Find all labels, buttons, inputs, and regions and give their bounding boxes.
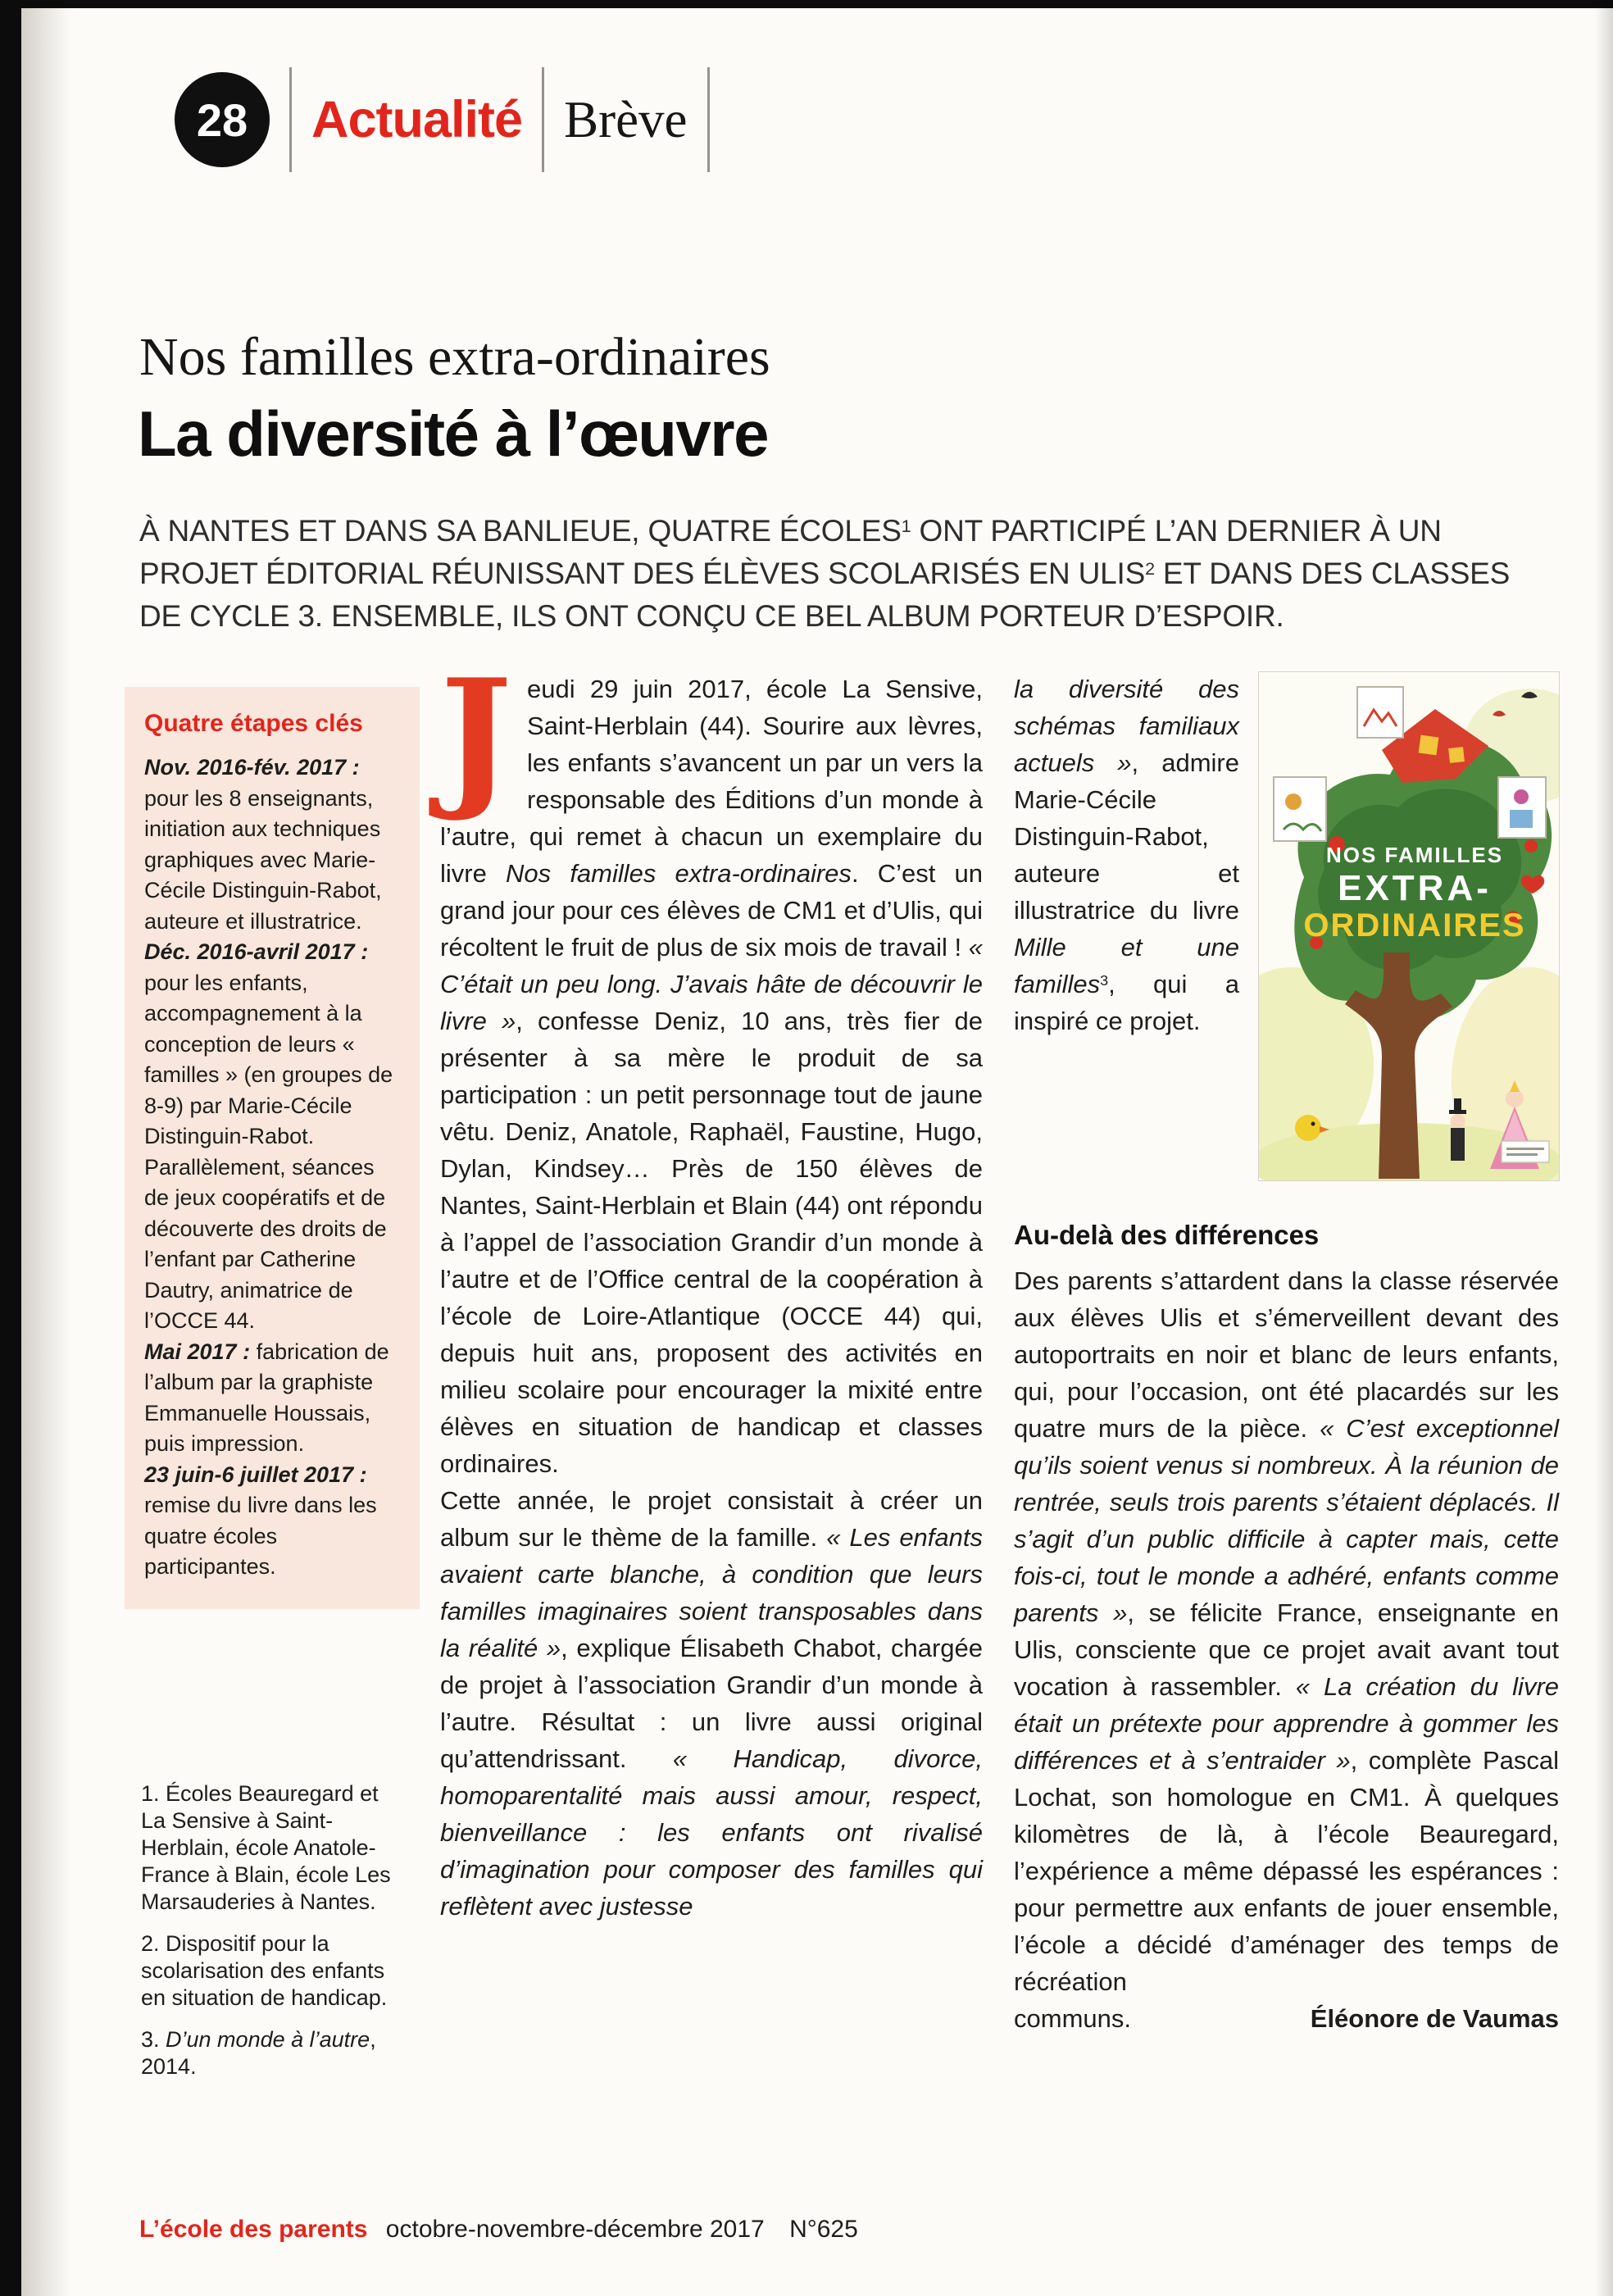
masthead: [175, 67, 710, 172]
subhead: Au-delà des différences: [1014, 1220, 1320, 1250]
article-paragraph-4: Des parents s’attardent dans la classe réservée aux élèves Ulis et s’émerveillent devant des autoportraits en noir et blanc de leurs enfants, qui, pour l’occasion, ont été placardés sur les quatre murs de la pièce. « C’est exceptionnel qu’ils soient venus si nombreux. À la réunion de rentrée, seuls trois parents s’étaient déplacés. Il s’agit d’un public difficile à capter mais, cette fois-ci, tout le monde a adhéré, enfants comme parents », se félicite France, enseignante en Ulis, consciente que ce projet avait avant tout vocation à rassembler. « La création du livre était un prétexte pour apprendre à gommer les différences et à s’entraider », complète Pascal Lochat, son homologue en CM1. À quelques kilomètres de là, à l’école Beauregard, l’expérience a même dépassé les espérances : pour permettre aux enfants de jouer ensemble, l’école a décidé d’aménager des temps de récréation: [1014, 1266, 1560, 1996]
page-number-badge: [175, 72, 270, 167]
book-cover-illustration: [1259, 672, 1559, 1180]
cover-frame-left: [1274, 777, 1326, 841]
article-paragraph-3: la diversité des schémas familiaux actuels », admire Marie-Cécile Distinguin-Rabot, auteure et illustratrice du livre Mille et une familles$^3$, qui a inspiré ce projet.: [1014, 675, 1239, 1035]
subsection-label: Brève: [564, 90, 688, 148]
page-title: La diversité à l’œuvre: [138, 398, 768, 470]
cover-frame-right: [1498, 777, 1546, 838]
footnote-2: 2. Dispositif pour la scolarisation des enfants en situation de handicap.: [141, 1931, 388, 2010]
apple-icon: [1524, 839, 1538, 852]
issue-number: N°625: [789, 2216, 858, 2243]
scan-shadow-right: [1595, 0, 1613, 2296]
sidebar-title: Quatre étapes clés: [144, 710, 363, 737]
page-footer: [139, 2216, 858, 2244]
drop-cap: J: [440, 645, 513, 825]
issue-date: octobre-novembre-décembre 2017: [385, 2216, 765, 2243]
book-cover: [1259, 672, 1559, 1180]
article-last-line: [1014, 2000, 1559, 2037]
article-column-right: [1014, 671, 1559, 2037]
article-paragraph-1-text: eudi 29 juin 2017, école La Sensive, Saint-Herblain (44). Sourire aux lèvres, les enfants s’avancent un par un vers la responsable des Éditions d’un monde à l’autre, qui remet à chacun un exemplaire du livre Nos familles extra-ordinaires. C’est un grand jour pour ces élèves de CM1 et d’Ulis, qui récoltent le fruit de plus de six mois de travail ! « C’était un peu long. J’avais hâte de découvrir le livre », confesse Deniz, 10 ans, très fier de présenter à sa mère le produit de sa participation : un petit personnage tout de jaune vêtu. Deniz, Anatole, Raphaël, Faustine, Hugo, Dylan, Kindsey… Près de 150 élèves de Nantes, Saint-Herblain et Blain (44) ont répondu à l’appel de l’association Grandir d’un monde à l’autre et de l’Office central de la coopération à l’école de Loire-Atlantique (OCCE 44) qui, depuis huit ans, proposent des activités en milieu scolaire pour encourager la mixité entre élèves en situation de handicap et classes ordinaires.: [440, 675, 983, 1478]
divider: [707, 67, 710, 172]
kicker: Nos familles extra-ordinaires: [139, 327, 770, 387]
cover-frame-top: [1357, 687, 1403, 738]
article-paragraph-2: Cette année, le projet consistait à créer un album sur le thème de la famille. « Les enfants avaient carte blanche, à condition que leurs familles imaginaires soient transposables dans la réalité », explique Élisabeth Chabot, chargée de projet à l’association Grandir d’un monde à l’autre. Résultat : un livre aussi original qu’attendrissant. « Handicap, divorce, homoparentalité mais aussi amour, respect, bienveillance : les enfants ont rivalisé d’imagination pour composer des familles qui reflètent avec justesse: [440, 1486, 984, 1921]
cover-title-line1: NOS FAMILLES: [1325, 843, 1504, 867]
cover-title-line3: ORDINAIRES: [1303, 907, 1526, 943]
scan-edge-top: [0, 0, 1613, 8]
byline: Éléonore de Vaumas: [1310, 2004, 1559, 2033]
article-paragraph-1: [440, 645, 983, 1482]
cover-title-line2: EXTRA-: [1338, 868, 1492, 908]
sidebar-step-3: Mai 2017 : fabrication de l’album par la graphiste Emmanuelle Houssais, puis impression.: [144, 1339, 389, 1456]
page-number: 28: [196, 93, 248, 146]
footnotes: [141, 1780, 403, 2095]
magazine-name: L’école des parents: [139, 2216, 368, 2243]
article-column-main: [440, 645, 984, 1925]
scan-edge-left: [0, 0, 21, 2296]
divider: [289, 67, 292, 172]
sidebar-step-2: Déc. 2016-avril 2017 : pour les enfants, accompagnement à la conception de leurs « familles » (en groupes de 8-9) par Marie-Cécile Distinguin-Rabot. Parallèlement, séances de jeux coopératifs et de découverte des droits de l’enfant par Catherine Dautry, animatrice de l’OCCE 44.: [144, 939, 393, 1333]
standfirst: À NANTES ET DANS SA BANLIEUE, QUATRE ÉCOLES$^1$ ONT PARTICIPÉ L’AN DERNIER À UN PROJET ÉDITORIAL RÉUNISSANT DES ÉLÈVES SCOLARISÉS EN ULIS$^2$ ET DANS DES CLASSES DE CYCLE 3. ENSEMBLE, ILS ONT CONÇU CE BEL ALBUM PORTEUR D’ESPOIR.: [139, 514, 1511, 633]
sidebar-step-1: Nov. 2016-fév. 2017 : pour les 8 enseignants, initiation aux techniques graphiques avec Marie-Cécile Distinguin-Rabot, auteure et illustratrice.: [144, 755, 382, 934]
divider: [542, 67, 544, 172]
footnote-3: 3. D’un monde à l’autre, 2014.: [141, 2027, 376, 2079]
section-label: Actualité: [311, 91, 523, 148]
footnote-1: 1. Écoles Beauregard et La Sensive à Saint-Herblain, école Anatole-France à Blain, école Les Marsauderies à Nantes.: [141, 1781, 391, 1914]
sidebar-step-4: 23 juin-6 juillet 2017 : remise du livre dans les quatre écoles participantes.: [144, 1462, 377, 1579]
article-last-word: communs.: [1014, 2004, 1131, 2033]
scan-shadow-left: [21, 0, 70, 2296]
cover-credit-box: [1502, 1141, 1549, 1162]
sidebar-box: [125, 687, 420, 1609]
